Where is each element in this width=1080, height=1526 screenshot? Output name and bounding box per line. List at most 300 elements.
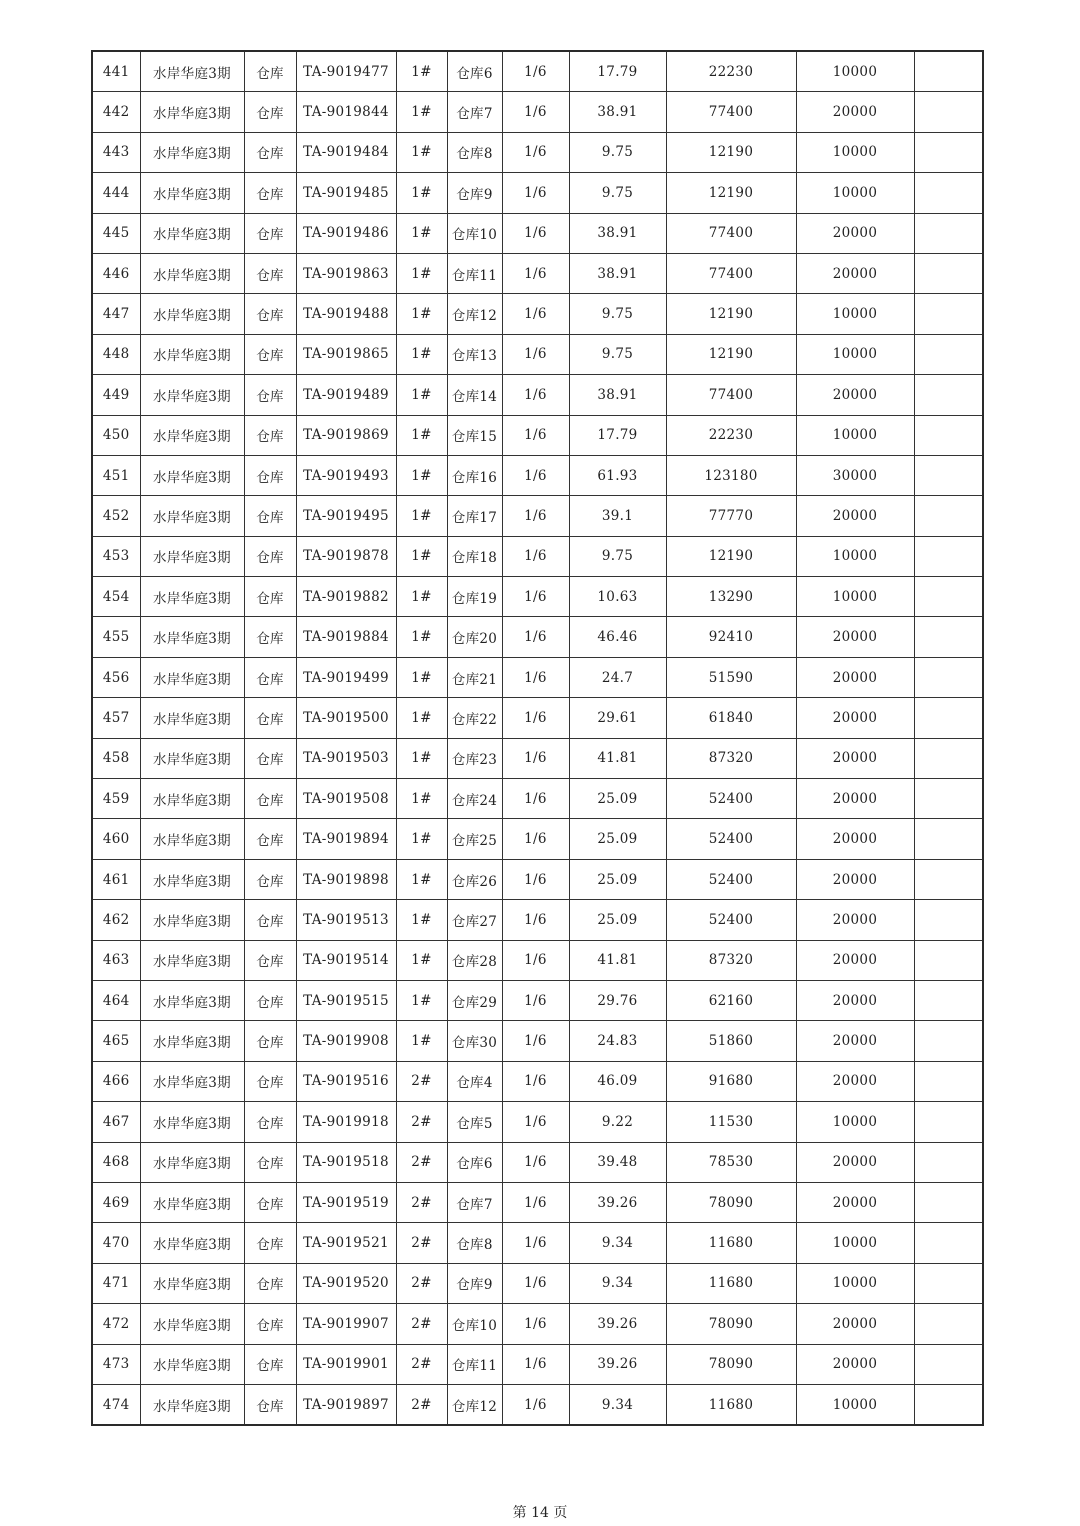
building-cell: 1# [396,577,447,617]
building-cell: 1# [396,859,447,899]
room-cell: 仓库8 [447,1223,502,1263]
usage-cell: 仓库 [244,657,296,697]
project-cell: 水岸华庭3期 [140,496,244,536]
table-row [92,1223,983,1263]
share-cell: 1/6 [502,1182,569,1222]
code-cell: TA-9019515 [296,980,396,1020]
deposit-cell: 20000 [796,819,914,859]
remark-cell [914,92,983,132]
building-cell: 2# [396,1102,447,1142]
share-cell: 1/6 [502,375,569,415]
code-cell: TA-9019520 [296,1263,396,1303]
seq-cell: 457 [92,698,140,738]
share-cell: 1/6 [502,859,569,899]
project-cell: 水岸华庭3期 [140,617,244,657]
project-cell: 水岸华庭3期 [140,779,244,819]
deposit-cell: 20000 [796,1061,914,1101]
share-cell: 1/6 [502,819,569,859]
project-cell: 水岸华庭3期 [140,1021,244,1061]
area-cell: 9.75 [569,132,666,172]
seq-cell: 459 [92,779,140,819]
deposit-cell: 10000 [796,132,914,172]
code-cell: TA-9019495 [296,496,396,536]
deposit-cell: 20000 [796,1182,914,1222]
code-cell: TA-9019898 [296,859,396,899]
project-cell: 水岸华庭3期 [140,577,244,617]
table-row [92,51,983,92]
table-row [92,1384,983,1425]
room-cell: 仓库29 [447,980,502,1020]
area-cell: 9.75 [569,173,666,213]
code-cell: TA-9019499 [296,657,396,697]
area-cell: 24.7 [569,657,666,697]
seq-cell: 465 [92,1021,140,1061]
share-cell: 1/6 [502,1384,569,1425]
seq-cell: 442 [92,92,140,132]
area-cell: 39.26 [569,1344,666,1384]
price-cell: 12190 [666,132,796,172]
building-cell: 2# [396,1182,447,1222]
seq-cell: 463 [92,940,140,980]
price-cell: 77400 [666,375,796,415]
building-cell: 1# [396,1021,447,1061]
room-cell: 仓库24 [447,779,502,819]
remark-cell [914,294,983,334]
room-cell: 仓库16 [447,455,502,495]
table-row [92,415,983,455]
price-cell: 13290 [666,577,796,617]
room-cell: 仓库21 [447,657,502,697]
usage-cell: 仓库 [244,900,296,940]
share-cell: 1/6 [502,213,569,253]
building-cell: 1# [396,779,447,819]
table-row [92,496,983,536]
code-cell: TA-9019508 [296,779,396,819]
seq-cell: 460 [92,819,140,859]
seq-cell: 444 [92,173,140,213]
code-cell: TA-9019884 [296,617,396,657]
price-cell: 77400 [666,92,796,132]
seq-cell: 445 [92,213,140,253]
building-cell: 1# [396,92,447,132]
table-row [92,1263,983,1303]
seq-cell: 468 [92,1142,140,1182]
remark-cell [914,1223,983,1263]
usage-cell: 仓库 [244,698,296,738]
remark-cell [914,1102,983,1142]
remark-cell [914,375,983,415]
usage-cell: 仓库 [244,294,296,334]
usage-cell: 仓库 [244,1102,296,1142]
building-cell: 1# [396,415,447,455]
table-row [92,132,983,172]
project-cell: 水岸华庭3期 [140,1223,244,1263]
usage-cell: 仓库 [244,738,296,778]
area-cell: 25.09 [569,779,666,819]
price-cell: 12190 [666,294,796,334]
code-cell: TA-9019500 [296,698,396,738]
project-cell: 水岸华庭3期 [140,375,244,415]
room-cell: 仓库18 [447,536,502,576]
area-cell: 9.22 [569,1102,666,1142]
room-cell: 仓库26 [447,859,502,899]
table-row [92,536,983,576]
usage-cell: 仓库 [244,173,296,213]
building-cell: 2# [396,1223,447,1263]
area-cell: 9.75 [569,334,666,374]
building-cell: 1# [396,819,447,859]
remark-cell [914,779,983,819]
room-cell: 仓库12 [447,294,502,334]
price-cell: 12190 [666,536,796,576]
project-cell: 水岸华庭3期 [140,173,244,213]
seq-cell: 462 [92,900,140,940]
code-cell: TA-9019513 [296,900,396,940]
table-row [92,334,983,374]
remark-cell [914,859,983,899]
area-cell: 9.75 [569,536,666,576]
deposit-cell: 20000 [796,617,914,657]
room-cell: 仓库11 [447,253,502,293]
room-cell: 仓库10 [447,213,502,253]
share-cell: 1/6 [502,1304,569,1344]
project-cell: 水岸华庭3期 [140,1304,244,1344]
deposit-cell: 10000 [796,51,914,92]
deposit-cell: 20000 [796,1142,914,1182]
project-cell: 水岸华庭3期 [140,294,244,334]
share-cell: 1/6 [502,334,569,374]
building-cell: 1# [396,51,447,92]
remark-cell [914,1344,983,1384]
price-cell: 52400 [666,859,796,899]
room-cell: 仓库7 [447,1182,502,1222]
deposit-cell: 20000 [796,253,914,293]
remark-cell [914,980,983,1020]
table-row [92,900,983,940]
area-cell: 46.09 [569,1061,666,1101]
project-cell: 水岸华庭3期 [140,132,244,172]
price-cell: 87320 [666,738,796,778]
room-cell: 仓库9 [447,173,502,213]
seq-cell: 456 [92,657,140,697]
area-cell: 24.83 [569,1021,666,1061]
usage-cell: 仓库 [244,1384,296,1425]
table-row [92,455,983,495]
usage-cell: 仓库 [244,51,296,92]
project-cell: 水岸华庭3期 [140,1384,244,1425]
code-cell: TA-9019882 [296,577,396,617]
table-row [92,819,983,859]
share-cell: 1/6 [502,1142,569,1182]
code-cell: TA-9019897 [296,1384,396,1425]
area-cell: 38.91 [569,375,666,415]
price-cell: 77770 [666,496,796,536]
price-cell: 51860 [666,1021,796,1061]
table-row [92,617,983,657]
price-cell: 123180 [666,455,796,495]
price-cell: 11680 [666,1263,796,1303]
table-row [92,1142,983,1182]
table-row [92,253,983,293]
code-cell: TA-9019516 [296,1061,396,1101]
share-cell: 1/6 [502,900,569,940]
share-cell: 1/6 [502,698,569,738]
building-cell: 1# [396,253,447,293]
project-cell: 水岸华庭3期 [140,738,244,778]
price-cell: 78090 [666,1304,796,1344]
seq-cell: 470 [92,1223,140,1263]
remark-cell [914,657,983,697]
project-cell: 水岸华庭3期 [140,1344,244,1384]
remark-cell [914,455,983,495]
share-cell: 1/6 [502,1021,569,1061]
deposit-cell: 10000 [796,294,914,334]
room-cell: 仓库19 [447,577,502,617]
building-cell: 1# [396,940,447,980]
room-cell: 仓库15 [447,415,502,455]
table-row [92,375,983,415]
seq-cell: 454 [92,577,140,617]
share-cell: 1/6 [502,1223,569,1263]
table-row [92,1344,983,1384]
deposit-cell: 20000 [796,900,914,940]
seq-cell: 464 [92,980,140,1020]
price-cell: 12190 [666,173,796,213]
usage-cell: 仓库 [244,1304,296,1344]
seq-cell: 446 [92,253,140,293]
usage-cell: 仓库 [244,253,296,293]
share-cell: 1/6 [502,1102,569,1142]
building-cell: 1# [396,294,447,334]
room-cell: 仓库10 [447,1304,502,1344]
usage-cell: 仓库 [244,1142,296,1182]
area-cell: 10.63 [569,577,666,617]
remark-cell [914,1021,983,1061]
price-cell: 11680 [666,1223,796,1263]
usage-cell: 仓库 [244,496,296,536]
building-cell: 1# [396,213,447,253]
share-cell: 1/6 [502,92,569,132]
seq-cell: 449 [92,375,140,415]
remark-cell [914,738,983,778]
table-row [92,92,983,132]
deposit-cell: 20000 [796,213,914,253]
building-cell: 1# [396,980,447,1020]
usage-cell: 仓库 [244,1344,296,1384]
share-cell: 1/6 [502,980,569,1020]
project-cell: 水岸华庭3期 [140,940,244,980]
area-cell: 38.91 [569,213,666,253]
share-cell: 1/6 [502,51,569,92]
code-cell: TA-9019485 [296,173,396,213]
area-cell: 46.46 [569,617,666,657]
usage-cell: 仓库 [244,859,296,899]
room-cell: 仓库17 [447,496,502,536]
seq-cell: 441 [92,51,140,92]
project-cell: 水岸华庭3期 [140,51,244,92]
usage-cell: 仓库 [244,1223,296,1263]
area-cell: 25.09 [569,819,666,859]
deposit-cell: 20000 [796,1021,914,1061]
room-cell: 仓库22 [447,698,502,738]
usage-cell: 仓库 [244,415,296,455]
price-cell: 52400 [666,819,796,859]
share-cell: 1/6 [502,1263,569,1303]
project-cell: 水岸华庭3期 [140,698,244,738]
usage-cell: 仓库 [244,779,296,819]
area-cell: 17.79 [569,415,666,455]
remark-cell [914,536,983,576]
table-row [92,294,983,334]
price-cell: 52400 [666,779,796,819]
room-cell: 仓库20 [447,617,502,657]
room-cell: 仓库28 [447,940,502,980]
room-cell: 仓库14 [447,375,502,415]
seq-cell: 472 [92,1304,140,1344]
usage-cell: 仓库 [244,1182,296,1222]
usage-cell: 仓库 [244,213,296,253]
table-row [92,859,983,899]
table-row [92,738,983,778]
deposit-cell: 20000 [796,1344,914,1384]
price-cell: 78090 [666,1182,796,1222]
price-cell: 78530 [666,1142,796,1182]
remark-cell [914,415,983,455]
deposit-cell: 10000 [796,173,914,213]
usage-cell: 仓库 [244,1061,296,1101]
code-cell: TA-9019908 [296,1021,396,1061]
building-cell: 1# [396,738,447,778]
code-cell: TA-9019878 [296,536,396,576]
building-cell: 2# [396,1142,447,1182]
room-cell: 仓库9 [447,1263,502,1303]
table-row [92,1182,983,1222]
area-cell: 38.91 [569,253,666,293]
price-cell: 11530 [666,1102,796,1142]
project-cell: 水岸华庭3期 [140,1263,244,1303]
building-cell: 1# [396,496,447,536]
share-cell: 1/6 [502,657,569,697]
deposit-cell: 20000 [796,657,914,697]
price-cell: 22230 [666,51,796,92]
deposit-cell: 10000 [796,1102,914,1142]
area-cell: 9.34 [569,1384,666,1425]
building-cell: 1# [396,334,447,374]
project-cell: 水岸华庭3期 [140,980,244,1020]
area-cell: 41.81 [569,940,666,980]
code-cell: TA-9019519 [296,1182,396,1222]
remark-cell [914,213,983,253]
deposit-cell: 20000 [796,1304,914,1344]
table-row [92,698,983,738]
code-cell: TA-9019503 [296,738,396,778]
seq-cell: 466 [92,1061,140,1101]
share-cell: 1/6 [502,415,569,455]
project-cell: 水岸华庭3期 [140,334,244,374]
project-cell: 水岸华庭3期 [140,1182,244,1222]
area-cell: 25.09 [569,859,666,899]
code-cell: TA-9019907 [296,1304,396,1344]
usage-cell: 仓库 [244,132,296,172]
price-cell: 22230 [666,415,796,455]
seq-cell: 448 [92,334,140,374]
usage-cell: 仓库 [244,1021,296,1061]
building-cell: 2# [396,1344,447,1384]
price-cell: 77400 [666,253,796,293]
remark-cell [914,1061,983,1101]
code-cell: TA-9019518 [296,1142,396,1182]
table-row [92,980,983,1020]
building-cell: 2# [396,1384,447,1425]
project-cell: 水岸华庭3期 [140,536,244,576]
project-cell: 水岸华庭3期 [140,859,244,899]
building-cell: 2# [396,1061,447,1101]
remark-cell [914,900,983,940]
code-cell: TA-9019521 [296,1223,396,1263]
deposit-cell: 10000 [796,1223,914,1263]
table-row [92,940,983,980]
deposit-cell: 10000 [796,1384,914,1425]
share-cell: 1/6 [502,1344,569,1384]
remark-cell [914,51,983,92]
area-cell: 9.34 [569,1263,666,1303]
code-cell: TA-9019865 [296,334,396,374]
building-cell: 2# [396,1263,447,1303]
remark-cell [914,1142,983,1182]
project-cell: 水岸华庭3期 [140,819,244,859]
table-row [92,1021,983,1061]
seq-cell: 452 [92,496,140,536]
room-cell: 仓库6 [447,51,502,92]
area-cell: 39.26 [569,1182,666,1222]
area-cell: 9.75 [569,294,666,334]
property-table [91,50,984,1426]
building-cell: 1# [396,455,447,495]
building-cell: 2# [396,1304,447,1344]
code-cell: TA-9019918 [296,1102,396,1142]
price-cell: 78090 [666,1344,796,1384]
seq-cell: 458 [92,738,140,778]
code-cell: TA-9019484 [296,132,396,172]
room-cell: 仓库30 [447,1021,502,1061]
usage-cell: 仓库 [244,375,296,415]
seq-cell: 451 [92,455,140,495]
deposit-cell: 10000 [796,334,914,374]
price-cell: 77400 [666,213,796,253]
usage-cell: 仓库 [244,1263,296,1303]
table-row [92,1061,983,1101]
remark-cell [914,132,983,172]
price-cell: 61840 [666,698,796,738]
page-number: 第 14 页 [512,1505,568,1521]
code-cell: TA-9019894 [296,819,396,859]
area-cell: 41.81 [569,738,666,778]
share-cell: 1/6 [502,1061,569,1101]
usage-cell: 仓库 [244,617,296,657]
area-cell: 39.1 [569,496,666,536]
project-cell: 水岸华庭3期 [140,900,244,940]
table-row [92,1304,983,1344]
building-cell: 1# [396,698,447,738]
share-cell: 1/6 [502,738,569,778]
remark-cell [914,1304,983,1344]
usage-cell: 仓库 [244,940,296,980]
price-cell: 92410 [666,617,796,657]
table-row [92,173,983,213]
table-row [92,657,983,697]
remark-cell [914,1182,983,1222]
share-cell: 1/6 [502,577,569,617]
